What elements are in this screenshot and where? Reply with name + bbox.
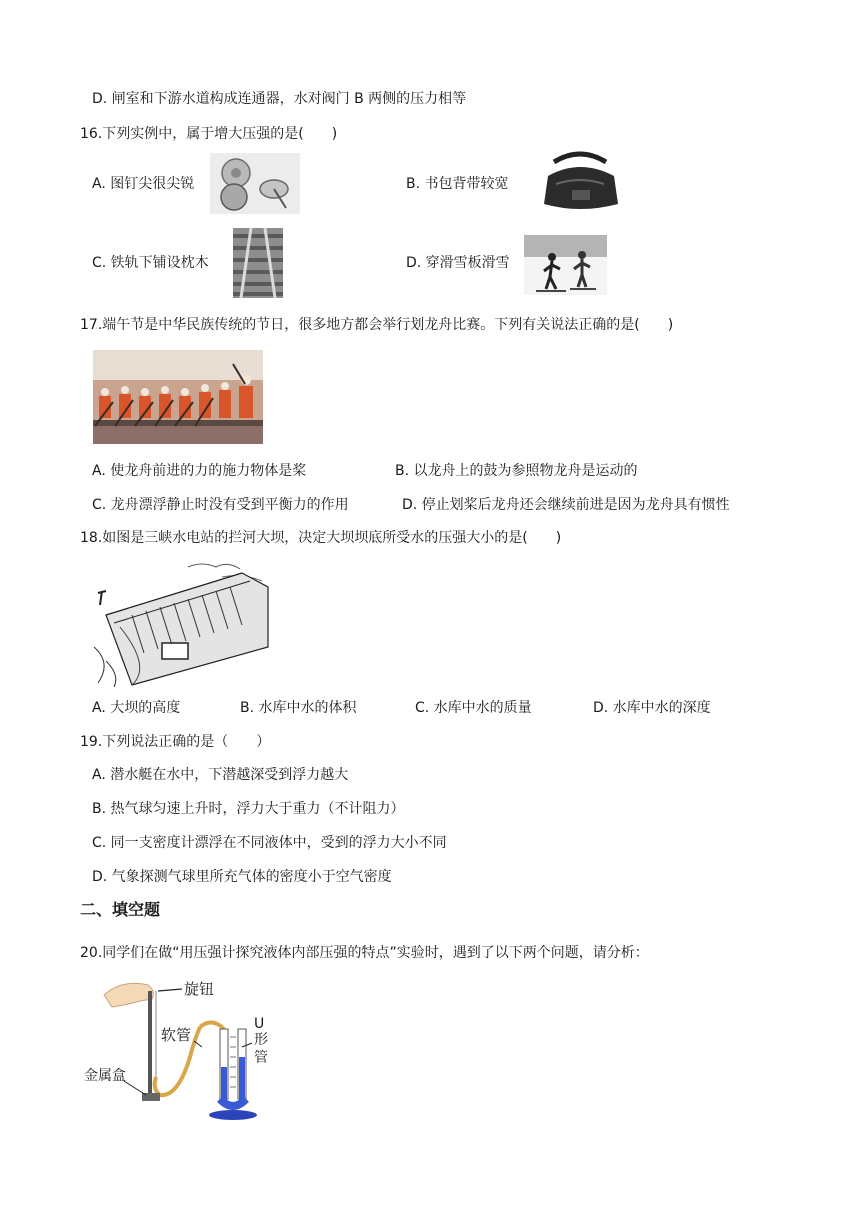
skiing-image bbox=[524, 235, 607, 295]
q17-option-c[interactable]: C. 龙舟漂浮静止时没有受到平衡力的作用 bbox=[92, 497, 349, 513]
q17-option-b[interactable]: B. 以龙舟上的鼓为参照物龙舟是运动的 bbox=[395, 463, 638, 479]
dragon-boat-image bbox=[93, 350, 263, 444]
q17-option-a[interactable]: A. 使龙舟前进的力的施力物体是桨 bbox=[92, 463, 307, 479]
q16-option-b[interactable]: B. 书包背带较宽 bbox=[406, 176, 509, 192]
q18-option-b[interactable]: B. 水库中水的体积 bbox=[240, 700, 357, 716]
q17-option-d[interactable]: D. 停止划桨后龙舟还会继续前进是因为龙舟具有惯性 bbox=[402, 497, 730, 513]
q19-stem: 19.下列说法正确的是（ ） bbox=[80, 734, 271, 750]
q19-option-c[interactable]: C. 同一支密度计漂浮在不同液体中，受到的浮力大小不同 bbox=[92, 835, 447, 851]
three-gorges-dam-image bbox=[92, 557, 270, 687]
backpack-image bbox=[538, 150, 622, 214]
q18-option-c[interactable]: C. 水库中水的质量 bbox=[415, 700, 532, 716]
q15-option-d: D. 闸室和下游水道构成连通器，水对阀门 B 两侧的压力相等 bbox=[92, 91, 467, 107]
pressure-gauge-image bbox=[82, 977, 282, 1120]
label-metal-box: 金属盒 bbox=[84, 1068, 126, 1084]
label-hose: 软管 bbox=[161, 1026, 192, 1044]
q16-option-d[interactable]: D. 穿滑雪板滑雪 bbox=[406, 255, 510, 271]
q18-stem: 18.如图是三峡水电站的拦河大坝，决定大坝坝底所受水的压强大小的是( ) bbox=[80, 530, 562, 546]
q16-option-a[interactable]: A. 图钉尖很尖锐 bbox=[92, 176, 195, 192]
q17-stem: 17.端午节是中华民族传统的节日，很多地方都会举行划龙舟比赛。下列有关说法正确的是( ) bbox=[80, 317, 674, 333]
label-u-tube-3: 管 bbox=[254, 1050, 268, 1066]
q16-option-c[interactable]: C. 铁轨下铺设枕木 bbox=[92, 255, 209, 271]
railway-track-image bbox=[233, 228, 283, 298]
section-title: 二、填空题 bbox=[80, 900, 161, 919]
q19-option-a[interactable]: A. 潜水艇在水中，下潜越深受到浮力越大 bbox=[92, 767, 349, 783]
q20-stem: 20.同学们在做“用压强计探究液体内部压强的特点”实验时，遇到了以下两个问题，请分析： bbox=[80, 945, 649, 961]
thumbtack-image bbox=[210, 153, 300, 214]
label-u-tube-2: 形 bbox=[254, 1032, 268, 1048]
label-knob: 旋钮 bbox=[184, 980, 215, 998]
label-u-tube-1: U bbox=[254, 1016, 265, 1032]
q18-option-a[interactable]: A. 大坝的高度 bbox=[92, 700, 181, 716]
q19-option-b[interactable]: B. 热气球匀速上升时，浮力大于重力（不计阻力） bbox=[92, 801, 405, 817]
q18-option-d[interactable]: D. 水库中水的深度 bbox=[593, 700, 711, 716]
q19-option-d[interactable]: D. 气象探测气球里所充气体的密度小于空气密度 bbox=[92, 869, 392, 885]
q16-stem: 16.下列实例中，属于增大压强的是( ) bbox=[80, 126, 338, 142]
